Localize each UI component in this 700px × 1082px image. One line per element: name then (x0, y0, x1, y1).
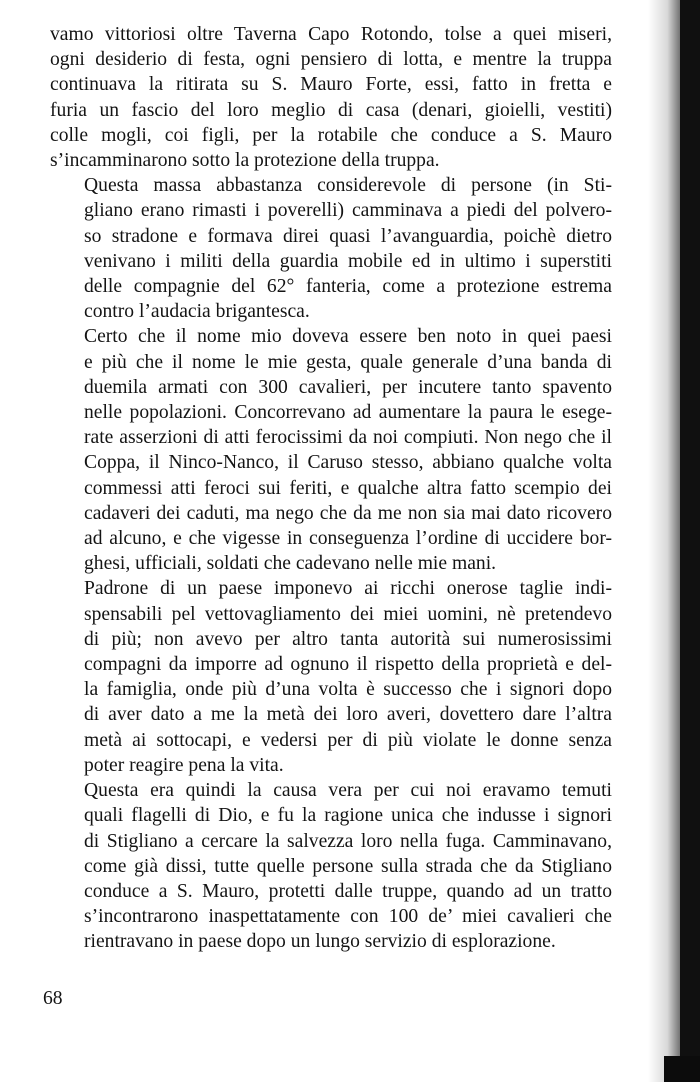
text-line: commessi atti feroci sui feriti, e qualche altra fatto scempio dei (84, 477, 612, 499)
binding-foot (664, 1056, 700, 1082)
text-line: ad alcuno, e che vigesse in conseguenza l’ordine di uccidere bor- (84, 528, 612, 550)
text-line: delle compagnie del 62° fanteria, come a protezione estrema (84, 276, 612, 298)
text-line: compagni da imporre ad ognuno il rispetto della proprietà e del- (84, 654, 612, 676)
text-line: furia un fascio del loro meglio di casa (denari, gioielli, vestiti) (50, 99, 612, 121)
paragraph-1 (50, 22, 612, 173)
text-line: poter reagire pena la vita. (84, 754, 284, 776)
binding-fade (648, 0, 680, 1082)
text-line: rientravano in paese dopo un lungo servizio di esplorazione. (84, 931, 556, 953)
text-line: come già dissi, tutte quelle persone sulla strada che da Stigliano (84, 855, 612, 877)
text-line: Questa era quindi la causa vera per cui noi eravamo temuti (84, 780, 612, 802)
text-line: contro l’audacia brigantesca. (84, 301, 310, 323)
text-line: quali flagelli di Dio, e fu la ragione unica che indusse i signori (84, 805, 612, 827)
text-line: vamo vittoriosi oltre Taverna Capo Rotondo, tolse a quei miseri, (50, 24, 612, 45)
text-line: continuava la ritirata su S. Mauro Forte, essi, fatto in fretta e (50, 74, 612, 96)
text-line: cadaveri dei caduti, ma nego che da me non sia mai dato ricovero (84, 502, 612, 524)
paragraph-5 (50, 778, 612, 954)
text-line: ghesi, ufficiali, soldati che cadevano nelle mie mani. (84, 553, 497, 575)
text-line: Padrone di un paese imponevo ai ricchi onerose taglie indi- (84, 578, 612, 600)
text-line: colle mogli, coi figli, per la rotabile che conduce a S. Mauro (50, 124, 612, 146)
book-page-text (50, 22, 612, 955)
binding-shade (680, 0, 700, 1082)
text-line: s’incamminarono sotto la protezione della truppa. (50, 150, 440, 172)
paragraph-4 (50, 576, 612, 778)
page-number: 68 (43, 988, 63, 1009)
paragraph-3 (50, 324, 612, 576)
text-line: nelle popolazioni. Concorrevano ad aumentare la paura le esege- (84, 402, 612, 424)
text-line: ogni desiderio di festa, ogni pensiero di lotta, e mentre la truppa (50, 49, 612, 71)
text-line: Questa massa abbastanza considerevole di persone (in Sti- (84, 175, 612, 197)
text-line: la famiglia, onde più d’una volta è successo che i signori dopo (84, 679, 612, 701)
text-line: duemila armati con 300 cavalieri, per incutere tanto spavento (84, 376, 612, 398)
text-line: Coppa, il Ninco-Nanco, il Caruso stesso, abbiano qualche volta (84, 452, 612, 474)
text-line: di più; non avevo per altro tanta autorità sui numerosissimi (84, 628, 612, 650)
text-line: venivano i militi della guardia mobile ed in ultimo i superstiti (84, 250, 612, 272)
paragraph-2 (50, 173, 612, 324)
text-line: e più che il nome le mie gesta, quale generale d’una banda di (84, 351, 612, 373)
text-line: spensabili pel vettovagliamento dei miei uomini, nè pretendevo (84, 603, 612, 625)
text-line: metà ai sottocapi, e vedersi per di più violate le donne senza (84, 729, 612, 751)
text-line: rate asserzioni di atti ferocissimi da noi compiuti. Non nego che il (84, 427, 612, 449)
text-line: di Stigliano a cercare la salvezza loro nella fuga. Camminavano, (84, 830, 612, 852)
text-line: s’incontrarono inaspettatamente con 100 de’ miei cavalieri che (84, 906, 612, 928)
text-line: conduce a S. Mauro, protetti dalle truppe, quando ad un tratto (84, 880, 612, 902)
text-line: gliano erano rimasti i poverelli) camminava a piedi del polvero- (84, 200, 612, 222)
text-line: di aver dato a me la metà dei loro averi, dovettero dare l’altra (84, 704, 612, 726)
text-line: so stradone e formava direi quasi l’avanguardia, poichè dietro (84, 225, 612, 247)
text-line: Certo che il nome mio doveva essere ben noto in quei paesi (84, 326, 612, 348)
book-binding-shadow (648, 0, 700, 1082)
